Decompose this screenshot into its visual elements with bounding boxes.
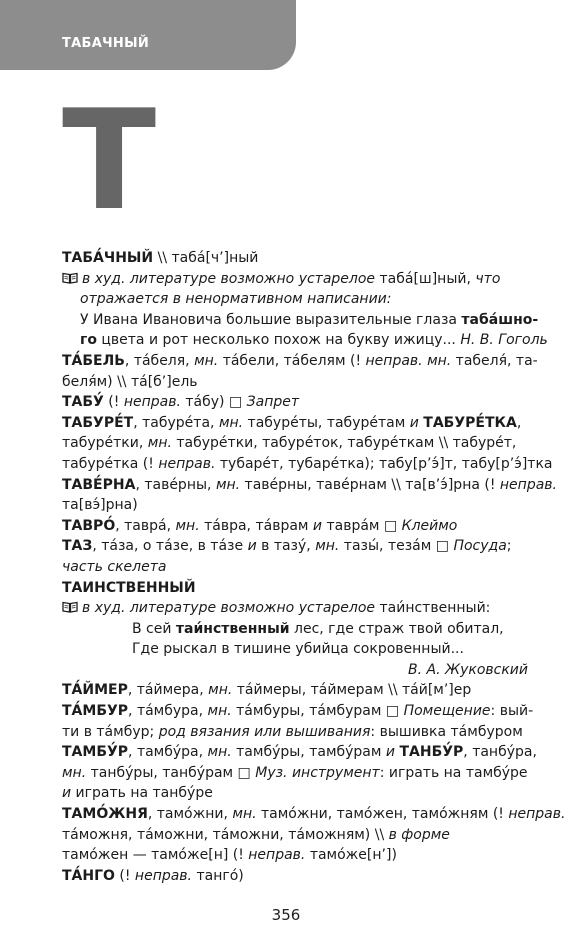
entry-line xyxy=(62,845,568,866)
note-text: Посуда xyxy=(453,538,507,555)
entry-text: У Ивана Ивановича большие выразительные глаза xyxy=(80,311,462,328)
headword: ТАМО́ЖНЯ xyxy=(62,806,148,823)
entry-line xyxy=(62,639,568,660)
entry-text: , та́за, о та́зе, в та́зе xyxy=(92,538,248,555)
entry-line xyxy=(62,783,568,804)
headword: ТА́ЙМЕР xyxy=(62,682,128,699)
entry-text: та́бу) □ xyxy=(180,394,247,411)
entry-text: \\ таба́[ч’]ный xyxy=(153,250,259,266)
note-text: мн. xyxy=(194,352,219,369)
entry-line xyxy=(62,454,568,475)
entry-text: : вый- xyxy=(490,703,534,720)
note-text: неправ. xyxy=(499,476,557,493)
entry-text: ти в та́мбур; xyxy=(62,723,159,740)
entry-text: ; xyxy=(506,538,512,555)
entry-text: (! xyxy=(114,867,135,884)
entry-line xyxy=(62,475,568,496)
open-book-icon xyxy=(62,601,78,613)
note-text: и xyxy=(409,414,419,431)
entry-line xyxy=(62,557,568,578)
entry-line xyxy=(62,763,568,784)
entry-text: , табуре́та, xyxy=(133,414,219,431)
entry-text: В сей xyxy=(132,620,176,637)
headword: ТАВЕ́РНА xyxy=(62,476,136,493)
headword: ТАБУ́ xyxy=(62,394,104,411)
note-text: мн. xyxy=(175,517,200,534)
headword: ТАБУРЕ́Т xyxy=(62,414,134,431)
headword: ТАВРО́ xyxy=(62,517,116,534)
entry-text: та[вэ́]рна) xyxy=(62,497,138,514)
note-text: и xyxy=(247,538,257,555)
entry-text: , таве́рны, xyxy=(135,476,216,493)
entry-text: (! xyxy=(103,394,124,411)
entry-text: тамо́жни, тамо́жен, тамо́жням (! xyxy=(256,806,509,823)
entry-line xyxy=(62,516,568,537)
note-text: Запрет xyxy=(246,394,300,411)
entry-line xyxy=(62,269,568,290)
note-text: и xyxy=(62,785,72,802)
entry-text: , танбу́ра, xyxy=(463,744,537,761)
note-text: Н. В. Гоголь xyxy=(460,332,548,349)
entry-text: табуре́тки, xyxy=(62,435,148,452)
note-text: мн. xyxy=(62,764,87,781)
entry-line xyxy=(62,392,568,413)
note-text: неправ. xyxy=(248,847,306,864)
entry-text: : играть на тамбу́ре xyxy=(379,764,528,781)
note-text: Муз. инструмент xyxy=(255,764,380,781)
entry-text: та́мбуры, та́мбурам □ xyxy=(231,703,404,720)
entry-line xyxy=(62,825,568,846)
note-text: в худ. литературе возможно устарелое xyxy=(82,600,380,617)
header-tab xyxy=(0,0,296,70)
note-text: Клеймо xyxy=(401,517,458,534)
entry-text: : вышивка та́мбуром xyxy=(370,723,523,740)
entry-text: тубаре́т, тубаре́тка); табу[р’э́]т, табу[р’э́]тка xyxy=(215,455,553,472)
entry-line xyxy=(62,330,568,351)
headword: го xyxy=(80,332,97,349)
note-text: неправ. мн. xyxy=(365,352,452,369)
entry-line xyxy=(62,351,568,372)
headword: ТАНБУ́Р xyxy=(399,744,464,761)
note-text: и xyxy=(312,517,323,534)
note-text: Помещение xyxy=(403,703,491,720)
note-text: неправ. xyxy=(134,867,193,884)
note-text: мн. xyxy=(218,414,244,431)
entry-line xyxy=(62,742,568,763)
headword: ТА́НГО xyxy=(62,867,115,884)
entry-line xyxy=(62,722,568,743)
entry-text: та́можня, та́можни, та́можни, та́можням) \\ xyxy=(62,826,389,843)
entry-text: , тамбу́ра, xyxy=(128,744,208,761)
entry-line xyxy=(62,248,568,269)
entry-text: тамо́же[н’]) xyxy=(305,847,397,864)
note-text: что xyxy=(475,270,501,287)
entry-text: , та́беля, xyxy=(124,352,195,369)
entry-text: табуре́ты, табуре́там xyxy=(243,414,410,431)
note-text: В. А. Жуковский xyxy=(408,661,528,678)
open-book-icon xyxy=(62,272,78,284)
entry-text: , та́мбура, xyxy=(128,703,208,720)
entry-line xyxy=(62,433,568,454)
entry-line xyxy=(62,289,568,310)
entry-line xyxy=(62,660,568,681)
entry-line xyxy=(62,598,568,619)
headword: ТАИНСТВЕННЫЙ xyxy=(62,579,196,596)
entry-text: та́вра, та́врам xyxy=(199,517,313,534)
entry-text: играть на танбу́ре xyxy=(71,785,213,802)
running-header: ТАБАЧНЫЙ xyxy=(62,36,150,51)
entry-line xyxy=(62,310,568,331)
note-text: род вязания или вышивания xyxy=(158,723,371,740)
entry-text: таи́нственный: xyxy=(379,600,491,617)
entry-text: тамо́жен — тамо́же[н] (! xyxy=(62,847,249,864)
headword: ТА́МБУР xyxy=(62,703,129,720)
entry-line xyxy=(62,536,568,557)
headword: таи́нственный xyxy=(175,620,290,637)
note-text: и xyxy=(385,744,396,761)
entry-text: цвета и рот несколько похож на букву ижицу... xyxy=(96,332,461,349)
entry-text: табуре́тки, табуре́ток, табуре́ткам \\ табуре́т, xyxy=(171,435,517,452)
entry-text: таве́рны, таве́рнам \\ та[в’э́]рна (! xyxy=(240,476,500,493)
entry-text: Где рыскал в тишине убийца сокровенный... xyxy=(132,641,464,658)
entry-text: танбу́ры, танбу́рам □ xyxy=(86,764,256,781)
note-text: неправ. xyxy=(123,394,181,411)
entry-line xyxy=(62,372,568,393)
section-letter: Т xyxy=(62,80,157,241)
entry-text: , тавра́, xyxy=(115,517,176,534)
note-text: мн. xyxy=(232,806,257,823)
entry-text: лес, где страж твой обитал, xyxy=(289,620,504,637)
note-text: неправ. xyxy=(158,455,216,472)
entry-line xyxy=(62,413,568,434)
entry-text: танго́) xyxy=(192,867,244,884)
note-text: мн. xyxy=(315,538,340,555)
entry-text: табеля́, та- xyxy=(451,352,538,369)
entry-text: , xyxy=(516,414,522,431)
headword: таба́шно- xyxy=(461,311,539,328)
entry-text: табуре́тка (! xyxy=(62,455,159,472)
note-text: мн. xyxy=(208,682,233,699)
headword: ТАМБУ́Р xyxy=(62,744,129,761)
entry-line xyxy=(62,804,568,825)
note-text: неправ. xyxy=(508,806,566,823)
entry-line xyxy=(62,680,568,701)
note-text: мн. xyxy=(147,435,172,452)
entry-line xyxy=(62,495,568,516)
entry-line xyxy=(62,578,568,599)
note-text: отражается в ненормативном написании: xyxy=(80,291,392,308)
entry-line xyxy=(62,866,568,887)
page-number: 356 xyxy=(271,906,301,924)
headword: ТА́БЕЛЬ xyxy=(62,352,125,369)
note-text: мн. xyxy=(207,703,232,720)
entry-line xyxy=(62,619,568,640)
headword: ТАБА́ЧНЫЙ xyxy=(62,250,154,266)
headword: ТАБУРЕ́ТКА xyxy=(423,414,517,431)
entry-text: тазы́, теза́м □ xyxy=(339,538,454,555)
entry-text: та́ймеры, та́ймерам \\ та́й[м’]ер xyxy=(232,682,472,699)
note-text: в худ. литературе возможно устарелое xyxy=(82,270,380,287)
note-text: часть скелета xyxy=(62,558,167,575)
entry-text: беля́м) \\ та́[б’]ель xyxy=(62,373,198,390)
headword: ТАЗ xyxy=(62,538,93,555)
entry-text: , тамо́жни, xyxy=(147,806,233,823)
note-text: мн. xyxy=(215,476,241,493)
entry-text: тавра́м □ xyxy=(322,517,402,534)
note-text: мн. xyxy=(207,744,232,761)
entry-text: тамбу́ры, тамбу́рам xyxy=(231,744,386,761)
note-text: в форме xyxy=(388,826,450,843)
entry-line xyxy=(62,701,568,722)
entry-text: таба́[ш]ный, xyxy=(379,270,476,287)
entry-text: та́бели, та́белям (! xyxy=(218,352,366,369)
entry-text: , та́ймера, xyxy=(127,682,209,699)
entry-text: в тазу́, xyxy=(256,538,316,555)
dictionary-entries xyxy=(62,248,568,886)
